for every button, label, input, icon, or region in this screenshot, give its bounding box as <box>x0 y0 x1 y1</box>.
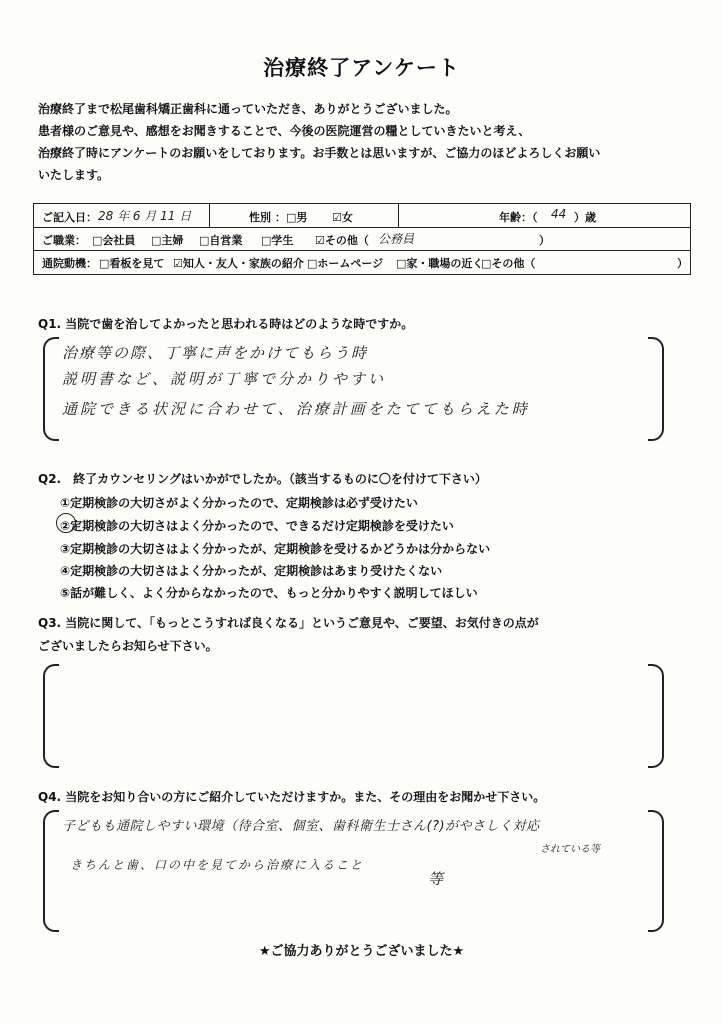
intro-line: 治療終了まで松尾歯科矯正歯科に通っていただき、ありがとうございました。 <box>38 102 458 116</box>
q3-answer-area[interactable] <box>60 668 645 764</box>
q4-answer-line[interactable]: きちんと歯、口の中を見てから治療に入ること <box>70 858 365 872</box>
job-option-other[interactable]: ☑その他（ <box>315 234 369 247</box>
q4-answer-line[interactable]: 子どもも通院しやすい環境（待合室、個室、歯科衛生士さん(?)がやさしく対応 <box>62 819 540 834</box>
q4-bracket-right <box>648 810 664 932</box>
intro-line: 患者様のご意見や、感想をお聞きすることで、今後の医院運営の糧としていきたいと考え、 <box>38 124 531 138</box>
footer-thanks: ★ご協力ありがとうございました★ <box>258 944 465 959</box>
age-label: 年齢：（ <box>499 211 538 224</box>
age-value[interactable]: 44 <box>551 207 567 221</box>
q3-question-line1: Q3. 当院に関して、「もっとこうすれば良くなる」というご意見や、ご要望、お気付きの点が <box>38 616 539 630</box>
page-title: 治療終了アンケート <box>263 56 460 80</box>
q2-question: Q2. 終了カウンセリングはいかがでしたか。（該当するものに〇を付けて下さい） <box>38 472 487 486</box>
intro-line: いたします。 <box>38 168 110 182</box>
selected-circle-mark <box>56 513 76 533</box>
respondent-info-table <box>33 203 691 275</box>
q4-bracket-left <box>43 810 59 932</box>
age-suffix: ）歳 <box>574 211 596 224</box>
q4-question: Q4. 当院をお知り合いの方にご紹介していただけますか。また、その理由をお聞かせ下さい。 <box>38 790 546 804</box>
q3-bracket-right <box>648 664 664 768</box>
q3-question-line2: ございましたらお知らせ下さい。 <box>38 639 218 653</box>
q1-answer-line[interactable]: 通院できる状況に合わせて、治療計画をたててもらえた時 <box>62 400 530 418</box>
q2-option-4[interactable]: ④定期検診の大切さはよく分かったが、定期検診はあまり受けたくない <box>60 564 443 578</box>
q4-answer-tail[interactable]: 等 <box>428 870 444 888</box>
gender-male-checkbox[interactable]: □男 <box>286 211 308 224</box>
job-option-housewife[interactable]: □主婦 <box>151 234 184 247</box>
motive-option-referral[interactable]: ☑知人・友人・家族の紹介 <box>173 257 304 270</box>
q1-question: Q1. 当院で歯を治してよかったと思われる時はどのような時ですか。 <box>38 317 414 331</box>
q1-bracket-right <box>648 337 664 441</box>
intro-line: 治療終了時にアンケートのお願いをしております。お手数とは思いますが、ご協力のほどよろしくお願い <box>38 146 601 160</box>
q1-bracket-left <box>43 337 59 441</box>
job-option-student[interactable]: □学生 <box>261 234 294 247</box>
motive-option-signboard[interactable]: □看板を見て <box>99 257 165 270</box>
q1-answer-line[interactable]: 説明書など、説明が丁寧で分かりやすい <box>62 370 387 388</box>
q2-option-5[interactable]: ⑤話が難しく、よく分からなかったので、もっと分かりやすく説明してほしい <box>60 586 478 600</box>
job-other-value[interactable]: 公務員 <box>378 232 415 246</box>
q2-option-1[interactable]: ①定期検診の大切さがよく分かったので、定期検診は必ず受けたい <box>60 496 418 510</box>
job-option-company[interactable]: □会社員 <box>92 234 136 247</box>
q4-answer-note[interactable]: されている等 <box>540 844 600 855</box>
motive-label: 通院動機： <box>42 257 97 270</box>
info-row-date <box>34 204 690 228</box>
date-label: ご記入日： <box>42 211 97 224</box>
motive-option-other[interactable]: □その他（ <box>481 257 536 270</box>
job-label: ご職業： <box>42 234 86 247</box>
gender-female-checkbox[interactable]: ☑女 <box>332 211 353 224</box>
info-row-job <box>34 227 690 251</box>
q2-option-3[interactable]: ③定期検診の大切さはよく分かったが、定期検診を受けるかどうかは分からない <box>60 542 491 556</box>
motive-close: ） <box>677 257 688 270</box>
q1-answer-line[interactable]: 治療等の際、丁寧に声をかけてもらう時 <box>62 344 369 362</box>
job-close: ） <box>539 234 550 247</box>
job-option-self-employed[interactable]: □自営業 <box>199 234 243 247</box>
info-row-motive <box>34 250 690 273</box>
gender-label: 性別 ： <box>249 211 286 224</box>
q2-option-2[interactable]: ②定期検診の大切さはよく分かったので、できるだけ定期検診を受けたい <box>60 519 454 533</box>
intro-text <box>38 98 688 186</box>
motive-option-homepage[interactable]: □ホームページ <box>307 257 384 270</box>
motive-option-near[interactable]: □家・職場の近く <box>396 257 484 270</box>
q3-bracket-left <box>43 664 59 768</box>
date-value[interactable]: 28 年 6 月 11 日 <box>98 209 192 223</box>
